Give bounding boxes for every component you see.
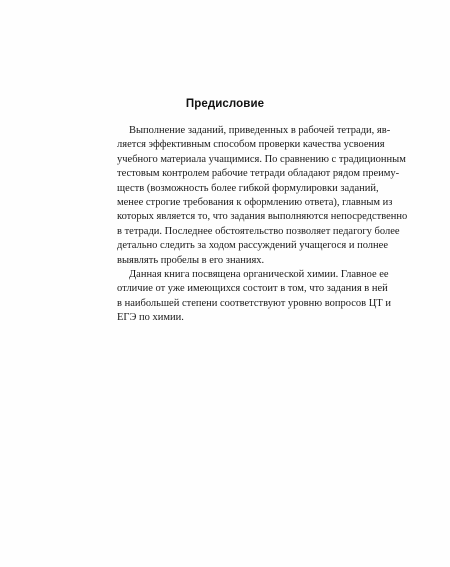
text-line: которых является то, что задания выполняются непосредственно	[117, 211, 408, 223]
text-line: ляется эффективным способом проверки качества усвоения	[117, 139, 385, 151]
body-text	[117, 124, 408, 325]
page-title: Предисловие	[185, 98, 265, 110]
text-line: выявлять пробелы в его знаниях.	[117, 254, 265, 266]
text-line: ЕГЭ по химии.	[117, 312, 184, 324]
text-line: менее строгие требования к оформлению ответа), главным из	[117, 196, 393, 208]
text-line: ществ (возможность более гибкой формулировки заданий,	[117, 182, 379, 194]
text-line: в наибольшей степени соответствуют уровню вопросов ЦТ и	[117, 297, 391, 309]
text-line: в тетради. Последнее обстоятельство позволяет педагогу более	[117, 225, 400, 237]
paragraph-2	[117, 268, 391, 326]
paragraph-1	[117, 124, 408, 268]
text-line: тестовым контролем рабочие тетради обладают рядом преиму-	[117, 168, 400, 180]
text-line: Выполнение заданий, приведенных в рабочей тетради, яв-	[129, 125, 391, 136]
text-line: учебного материала учащимися. По сравнению с традиционным	[117, 153, 406, 165]
text-line: Данная книга посвящена органической химии. Главное ее	[129, 268, 389, 280]
text-line: детально следить за ходом рассуждений учащегося и полнее	[117, 240, 388, 252]
text-line: отличие от уже имеющихся состоит в том, что задания в ней	[117, 283, 388, 295]
